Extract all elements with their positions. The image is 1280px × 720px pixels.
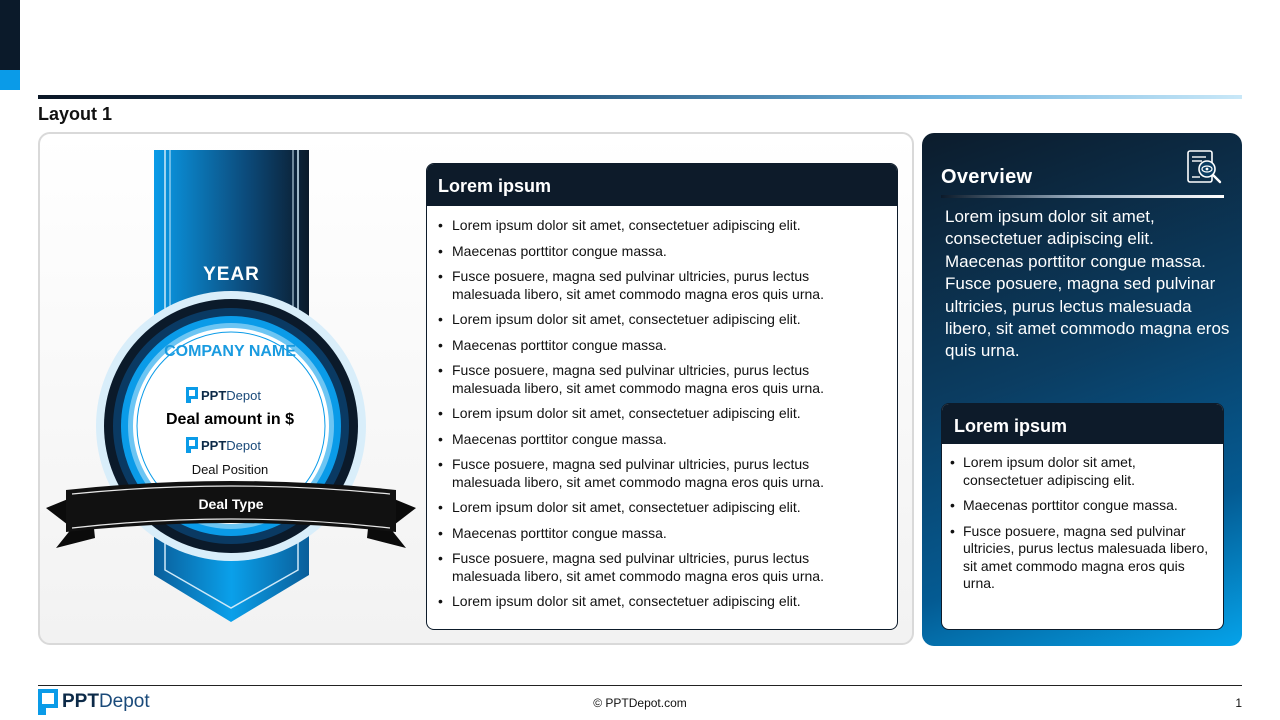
side-bullet-list bbox=[942, 444, 1223, 593]
main-card-title: Lorem ipsum bbox=[427, 164, 897, 206]
list-item: • Lorem ipsum dolor sit amet, consectetuer adipiscing elit. bbox=[427, 593, 877, 611]
list-item: • Lorem ipsum dolor sit amet, consectetuer adipiscing elit. bbox=[427, 217, 877, 235]
list-item: • Maecenas porttitor congue massa. bbox=[942, 497, 1213, 515]
overview-divider bbox=[941, 195, 1224, 198]
corner-accent bbox=[0, 0, 20, 90]
page-title: Layout 1 bbox=[38, 104, 113, 124]
footer-logo-text: PPTDepot bbox=[62, 691, 150, 712]
list-item: • Fusce posuere, magna sed pulvinar ultricies, purus lectus malesuada libero, sit amet commodo magna eros quis urna. bbox=[427, 362, 877, 397]
corner-accent-blue bbox=[0, 70, 20, 90]
footer-rule bbox=[38, 685, 1242, 686]
badge-company-name: COMPANY NAME bbox=[164, 343, 296, 360]
pptdepot-logo-icon bbox=[186, 387, 198, 403]
badge-logo-text: PPTDepot bbox=[201, 437, 261, 453]
side-bullet-card bbox=[941, 403, 1224, 630]
pptdepot-logo-icon bbox=[186, 437, 198, 453]
overview-body: Lorem ipsum dolor sit amet, consectetuer adipiscing elit. Maecenas porttitor congue massa. Fusce posuere, magna sed pulvinar ultricies, purus lectus malesuada libero, sit amet commodo magna eros quis urna. bbox=[945, 207, 1230, 361]
list-item: • Fusce posuere, magna sed pulvinar ultricies, purus lectus malesuada libero, sit amet commodo magna eros quis urna. bbox=[942, 523, 1213, 593]
footer-logo bbox=[38, 689, 150, 715]
list-item: • Maecenas porttitor congue massa. bbox=[427, 337, 877, 355]
corner-accent-dark bbox=[0, 0, 20, 70]
badge-logo-bottom bbox=[186, 436, 286, 454]
list-item: • Lorem ipsum dolor sit amet, consectetuer adipiscing elit. bbox=[427, 499, 877, 517]
page-number: 1 bbox=[1235, 696, 1242, 710]
list-item: • Maecenas porttitor congue massa. bbox=[427, 431, 877, 449]
side-card-title: Lorem ipsum bbox=[942, 404, 1223, 444]
list-item: • Maecenas porttitor congue massa. bbox=[427, 243, 877, 261]
list-item: • Fusce posuere, magna sed pulvinar ultricies, purus lectus malesuada libero, sit amet commodo magna eros quis urna. bbox=[427, 550, 877, 585]
badge-deal-type: Deal Type bbox=[198, 496, 264, 512]
list-item: • Lorem ipsum dolor sit amet, consectetuer adipiscing elit. bbox=[942, 454, 1213, 489]
list-item: • Maecenas porttitor congue massa. bbox=[427, 525, 877, 543]
list-item: • Lorem ipsum dolor sit amet, consectetuer adipiscing elit. bbox=[427, 311, 877, 329]
list-item: • Fusce posuere, magna sed pulvinar ultricies, purus lectus malesuada libero, sit amet commodo magna eros quis urna. bbox=[427, 268, 877, 303]
main-bullet-card bbox=[426, 163, 898, 630]
main-bullet-list bbox=[427, 206, 897, 611]
badge-logo-text: PPTDepot bbox=[201, 387, 261, 403]
title-rule bbox=[38, 95, 1242, 99]
badge-deal-position: Deal Position bbox=[191, 462, 269, 477]
list-item: • Lorem ipsum dolor sit amet, consectetuer adipiscing elit. bbox=[427, 405, 877, 423]
document-search-icon bbox=[1186, 150, 1224, 186]
footer-copyright: © PPTDepot.com bbox=[593, 696, 687, 710]
badge-logo-top bbox=[186, 386, 286, 404]
list-item: • Fusce posuere, magna sed pulvinar ultricies, purus lectus malesuada libero, sit amet commodo magna eros quis urna. bbox=[427, 456, 877, 491]
overview-title: Overview bbox=[941, 166, 1033, 188]
badge-deal-amount: Deal amount in $ bbox=[165, 411, 295, 428]
pptdepot-logo-icon bbox=[38, 689, 58, 715]
badge-year: YEAR bbox=[203, 264, 260, 285]
